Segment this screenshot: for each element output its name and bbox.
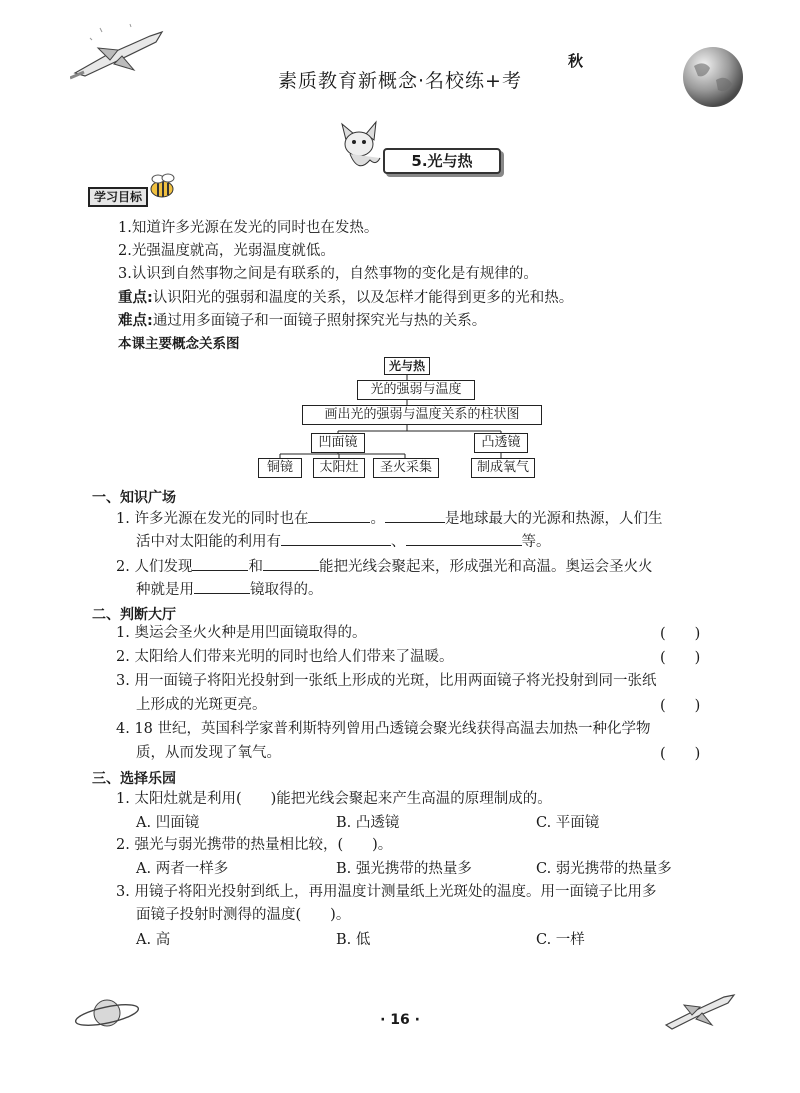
answer-blank[interactable] — [281, 530, 391, 546]
answer-parentheses[interactable]: ( ) — [660, 650, 701, 666]
judge-question-3-cont: 上形成的光斑更亮。 — [136, 697, 267, 713]
answer-blank[interactable] — [308, 507, 370, 523]
concept-root: 光与热 — [384, 357, 430, 375]
fill-question-2: 2. 人们发现 和 能把光线会聚起来，形成强光和高温。奥运会圣火火 — [116, 555, 652, 578]
choice-option[interactable]: B. 凸透镜 — [336, 815, 400, 831]
season-label: 秋 — [568, 52, 584, 70]
concept-level2: 画出光的强弱与温度关系的柱状图 — [302, 405, 542, 425]
judge-question-3: 3. 用一面镜子将阳光投射到一张纸上形成的光斑，比用两面镜子将光投射到同一张纸 — [116, 673, 657, 689]
space-shuttle-icon — [662, 985, 738, 1037]
choice-question-3-cont: 面镜子投射时测得的温度( )。 — [136, 907, 351, 923]
difficulty-text: 通过用多面镜子和一面镜子照射探究光与热的关系。 — [152, 313, 487, 329]
fill-question-1-cont: 活中对太阳能的利用有 、 等。 — [136, 530, 551, 553]
answer-blank[interactable] — [263, 555, 319, 571]
concept-leaf: 铜镜 — [258, 458, 302, 478]
choice-option[interactable]: C. 平面镜 — [536, 815, 600, 831]
choice-question-1: 1. 太阳灶就是利用( )能把光线会聚起来产生高温的原理制成的。 — [116, 791, 552, 807]
key-point-label: 重点: — [118, 290, 153, 306]
choice-option[interactable]: A. 高 — [136, 932, 171, 948]
answer-blank[interactable] — [406, 530, 522, 546]
choice-question-2: 2. 强光与弱光携带的热量相比较，( )。 — [116, 837, 393, 853]
concept-concave-mirror: 凹面镜 — [311, 433, 365, 453]
judge-question-4-cont: 质，从而发现了氧气。 — [136, 745, 281, 761]
series-title: 素质教育新概念·名校练+考 — [278, 70, 522, 92]
fill-question-2-cont: 种就是用 镜取得的。 — [136, 578, 323, 601]
section3-heading: 三、选择乐园 — [92, 771, 176, 787]
answer-parentheses[interactable]: ( ) — [660, 626, 701, 642]
choice-option[interactable]: B. 强光携带的热量多 — [336, 861, 472, 877]
choice-option[interactable]: C. 弱光携带的热量多 — [536, 861, 672, 877]
section2-heading: 二、判断大厅 — [92, 607, 176, 623]
answer-parentheses[interactable]: ( ) — [660, 746, 701, 762]
concept-leaf: 制成氧气 — [471, 458, 535, 478]
concept-leaf: 太阳灶 — [313, 458, 365, 478]
answer-parentheses[interactable]: ( ) — [660, 698, 701, 714]
key-point-text: 认识阳光的强弱和温度的关系，以及怎样才能得到更多的光和热。 — [152, 290, 574, 306]
choice-option[interactable]: A. 两者一样多 — [136, 861, 229, 877]
answer-blank[interactable] — [192, 555, 248, 571]
answer-blank[interactable] — [385, 507, 445, 523]
page-number: · 16 · — [380, 1012, 420, 1028]
fill-question-1: 1. 许多光源在发光的同时也在 。 是地球最大的光源和热源，人们生 — [116, 507, 662, 530]
lesson-title: 5.光与热 — [383, 148, 501, 174]
goal-item: 2.光强温度就高，光弱温度就低。 — [118, 243, 335, 259]
concept-convex-lens: 凸透镜 — [474, 433, 528, 453]
difficulty-label: 难点: — [118, 313, 153, 329]
judge-question-2: 2. 太阳给人们带来光明的同时也给人们带来了温暖。 — [116, 649, 454, 665]
choice-option[interactable]: A. 凹面镜 — [136, 815, 200, 831]
learning-goals-tag: 学习目标 — [88, 187, 148, 207]
judge-question-4: 4. 18 世纪，英国科学家普利斯特列曾用凸透镜会聚光线获得高温去加热一种化学物 — [116, 721, 651, 737]
goal-item: 3.认识到自然事物之间是有联系的，自然事物的变化是有规律的。 — [118, 266, 538, 282]
section1-heading: 一、知识广场 — [92, 490, 176, 506]
choice-question-3: 3. 用镜子将阳光投射到纸上，再用温度计测量纸上光斑处的温度。用一面镜子比用多 — [116, 884, 657, 900]
goal-item: 1.知道许多光源在发光的同时也在发热。 — [118, 220, 379, 236]
judge-question-1: 1. 奥运会圣火火种是用凹面镜取得的。 — [116, 625, 367, 641]
concept-level1: 光的强弱与温度 — [357, 380, 475, 400]
choice-option[interactable]: B. 低 — [336, 932, 371, 948]
answer-blank[interactable] — [194, 578, 250, 594]
concept-leaf: 圣火采集 — [373, 458, 439, 478]
choice-option[interactable]: C. 一样 — [536, 932, 585, 948]
concept-map-title: 本课主要概念关系图 — [118, 336, 240, 352]
